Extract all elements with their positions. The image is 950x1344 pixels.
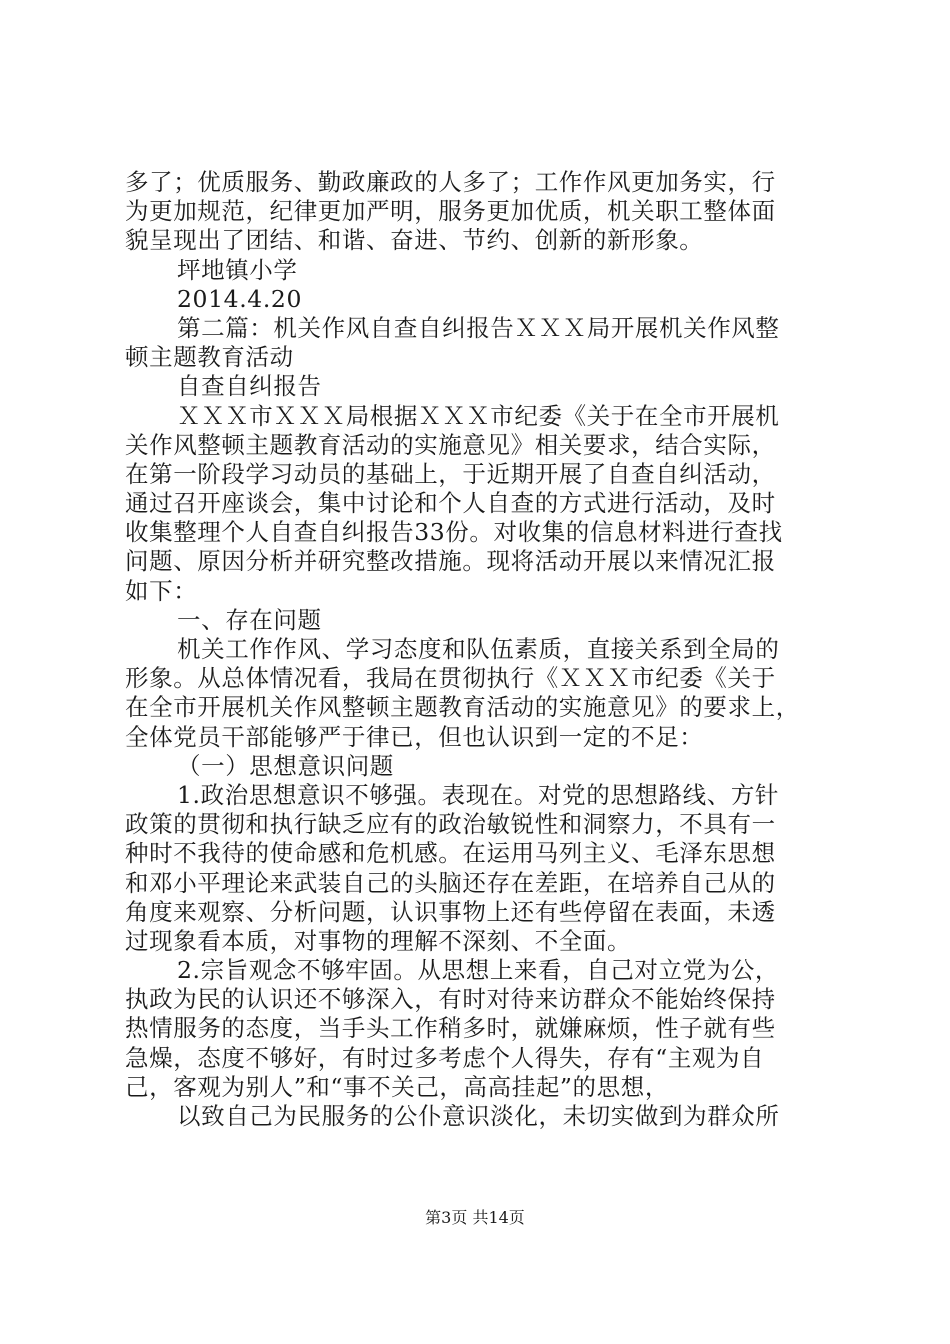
text-line: 如下： xyxy=(125,576,198,605)
text-line: 全体党员干部能够严于律已，但也认识到一定的不足： xyxy=(125,722,704,751)
text-line: 形象。从总体情况看，我局在贯彻执行《ＸＸＸ市纪委《关于 xyxy=(125,664,776,693)
text-line: 关作风整顿主题教育活动的实施意见》相关要求，结合实际， xyxy=(125,430,776,459)
text-line: 2.宗旨观念不够牢固。从思想上来看，自己对立党为公， xyxy=(177,956,780,985)
document-body xyxy=(125,168,835,1131)
text-line: 自查自纠报告 xyxy=(177,372,322,401)
text-line: 一、存在问题 xyxy=(177,605,322,634)
text-line: 多了；优质服务、勤政廉政的人多了；工作作风更加务实，行 xyxy=(125,168,776,196)
text-line: 在第一阶段学习动员的基础上，于近期开展了自查自纠活动， xyxy=(125,459,776,488)
text-line: 机关工作作风、学习态度和队伍素质，直接关系到全局的 xyxy=(177,635,780,663)
page-footer xyxy=(0,1208,950,1228)
text-line: 急燥，态度不够好，有时过多考虑个人得失，存有“主观为自 xyxy=(125,1043,765,1072)
text-line: 貌呈现出了团结、和谐、奋进、节约、创新的新形象。 xyxy=(125,226,704,255)
text-line: 问题、原因分析并研究整改措施。现将活动开展以来情况汇报 xyxy=(125,547,776,576)
text-line: ＸＸＸ市ＸＸＸ局根据ＸＸＸ市纪委《关于在全市开展机 xyxy=(177,401,780,430)
text-line: 种时不我待的使命感和危机感。在运用马列主义、毛泽东思想 xyxy=(125,839,776,868)
text-line: 通过召开座谈会，集中讨论和个人自查的方式进行活动，及时 xyxy=(125,489,776,518)
text-line: 角度来观察、分析问题，认识事物上还有些停留在表面，未透 xyxy=(125,897,776,926)
text-line: 政策的贯彻和执行缺乏应有的政治敏锐性和洞察力，不具有一 xyxy=(125,810,776,839)
text-line: 为更加规范，纪律更加严明，服务更加优质，机关职工整体面 xyxy=(125,197,776,226)
text-line: 过现象看本质，对事物的理解不深刻、不全面。 xyxy=(125,926,632,955)
text-line: 顿主题教育活动 xyxy=(125,343,294,372)
text-line: 以致自己为民服务的公仆意识淡化，未切实做到为群众所 xyxy=(177,1102,780,1130)
text-line: 己，客观为别人”和“事不关己，高高挂起”的思想， xyxy=(125,1072,669,1101)
text-line: 收集整理个人自查自纠报告33份。对收集的信息材料进行查找 xyxy=(125,518,783,547)
text-line: 2014.4.20 xyxy=(177,284,302,313)
page-number-label: 第3页 共14页 xyxy=(425,1208,525,1227)
text-line: 坪地镇小学 xyxy=(177,255,298,284)
text-line: 和邓小平理论来武装自己的头脑还存在差距，在培养自己从的 xyxy=(125,868,776,897)
text-line: 第二篇：机关作风自查自纠报告ＸＸＸ局开展机关作风整 xyxy=(177,313,780,342)
text-line: 热情服务的态度，当手头工作稍多时，就嫌麻烦，性子就有些 xyxy=(125,1014,776,1043)
text-line: 执政为民的认识还不够深入，有时对待来访群众不能始终保持 xyxy=(125,985,776,1014)
text-line: （一）思想意识问题 xyxy=(177,751,394,780)
text-line: 在全市开展机关作风整顿主题教育活动的实施意见》的要求上， xyxy=(125,693,800,722)
text-line: 1.政治思想意识不够强。表现在。对党的思想路线、方针 xyxy=(177,780,780,809)
